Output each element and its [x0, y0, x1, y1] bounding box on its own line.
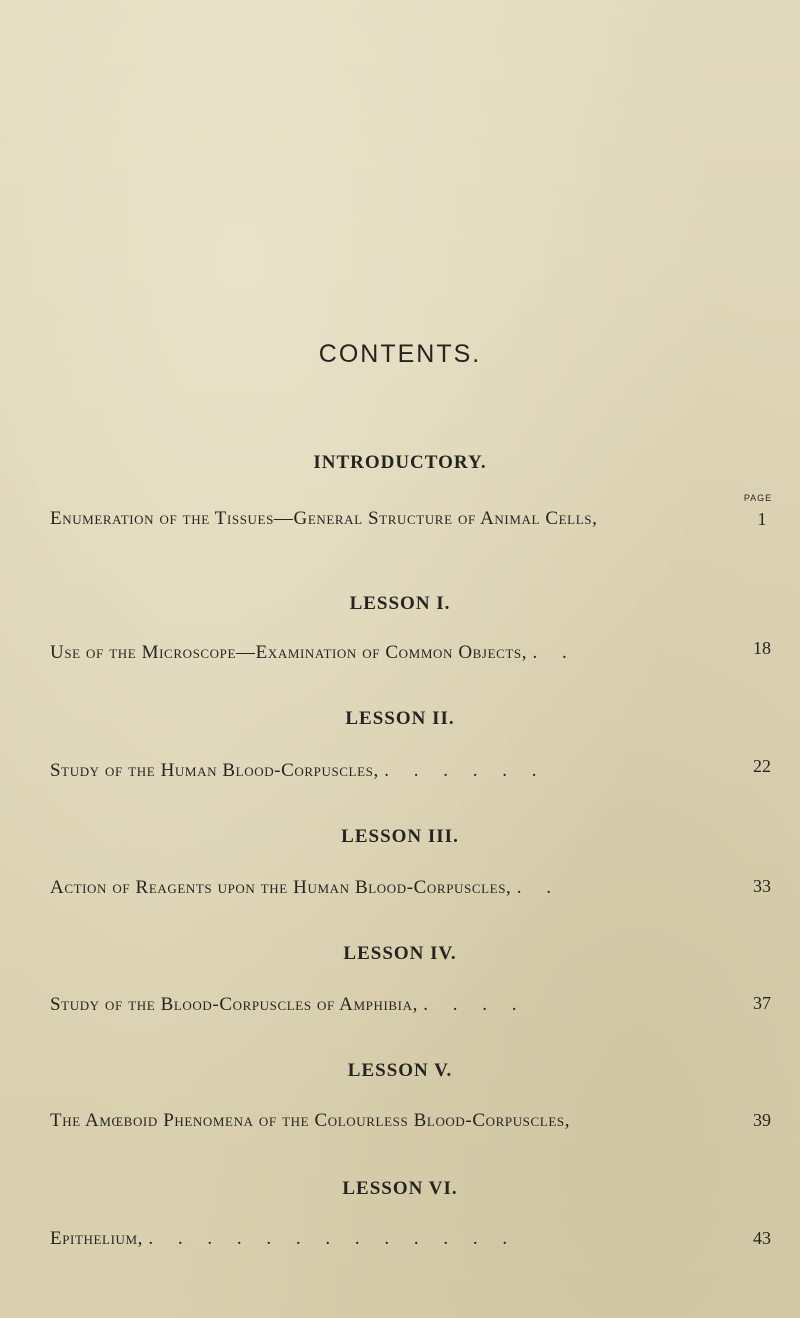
toc-entry-text: Action of Reagents upon the Human Blood-Corpuscles,: [50, 877, 512, 898]
section-heading-lesson-5: LESSON V.: [347, 1060, 453, 1081]
page-title: CONTENTS.: [318, 340, 482, 368]
toc-leader-dots: . .: [532, 642, 577, 663]
toc-entry-lesson-6[interactable]: [50, 1228, 750, 1250]
toc-entry-lesson-2[interactable]: [50, 760, 750, 782]
toc-page-number: 1: [757, 509, 767, 529]
toc-entry-lesson-5[interactable]: [50, 1110, 750, 1132]
toc-entry-lesson-4[interactable]: [50, 994, 750, 1016]
section-heading-introductory: INTRODUCTORY.: [313, 452, 487, 473]
toc-leader-dots: . . . .: [423, 994, 527, 1015]
toc-entry-text: Study of the Human Blood-Corpuscles,: [50, 760, 379, 781]
toc-entry-lesson-1[interactable]: [50, 642, 750, 664]
toc-page-number: 18: [753, 638, 771, 658]
page-column-label: PAGE: [743, 493, 773, 503]
toc-leader-dots: . .: [516, 877, 561, 898]
section-heading-lesson-1: LESSON I.: [349, 593, 451, 614]
toc-page-number: 43: [753, 1228, 771, 1248]
section-heading-lesson-4: LESSON IV.: [343, 943, 457, 964]
toc-leader-dots: . . . . . . . . . . . . .: [148, 1228, 518, 1249]
toc-entry-introductory[interactable]: [50, 508, 750, 530]
toc-leader-dots: . . . . . .: [384, 760, 547, 781]
toc-entry-lesson-3[interactable]: [50, 877, 750, 899]
toc-entry-text: The Amœboid Phenomena of the Colourless Blood-Corpuscles,: [50, 1110, 571, 1131]
toc-entry-text: Enumeration of the Tissues—General Structure of Animal Cells,: [50, 508, 598, 529]
toc-page-number: 22: [753, 756, 771, 776]
section-heading-lesson-2: LESSON II.: [345, 708, 455, 729]
toc-entry-text: Study of the Blood-Corpuscles of Amphibia,: [50, 994, 418, 1015]
section-heading-lesson-3: LESSON III.: [341, 826, 459, 847]
toc-entry-text: Use of the Microscope—Examination of Common Objects,: [50, 642, 528, 663]
toc-page-number: 39: [753, 1110, 771, 1130]
toc-entry-text: Epithelium,: [50, 1228, 144, 1249]
toc-page-number: 37: [753, 993, 771, 1013]
section-heading-lesson-6: LESSON VI.: [342, 1178, 458, 1199]
toc-page-number: 33: [753, 876, 771, 896]
